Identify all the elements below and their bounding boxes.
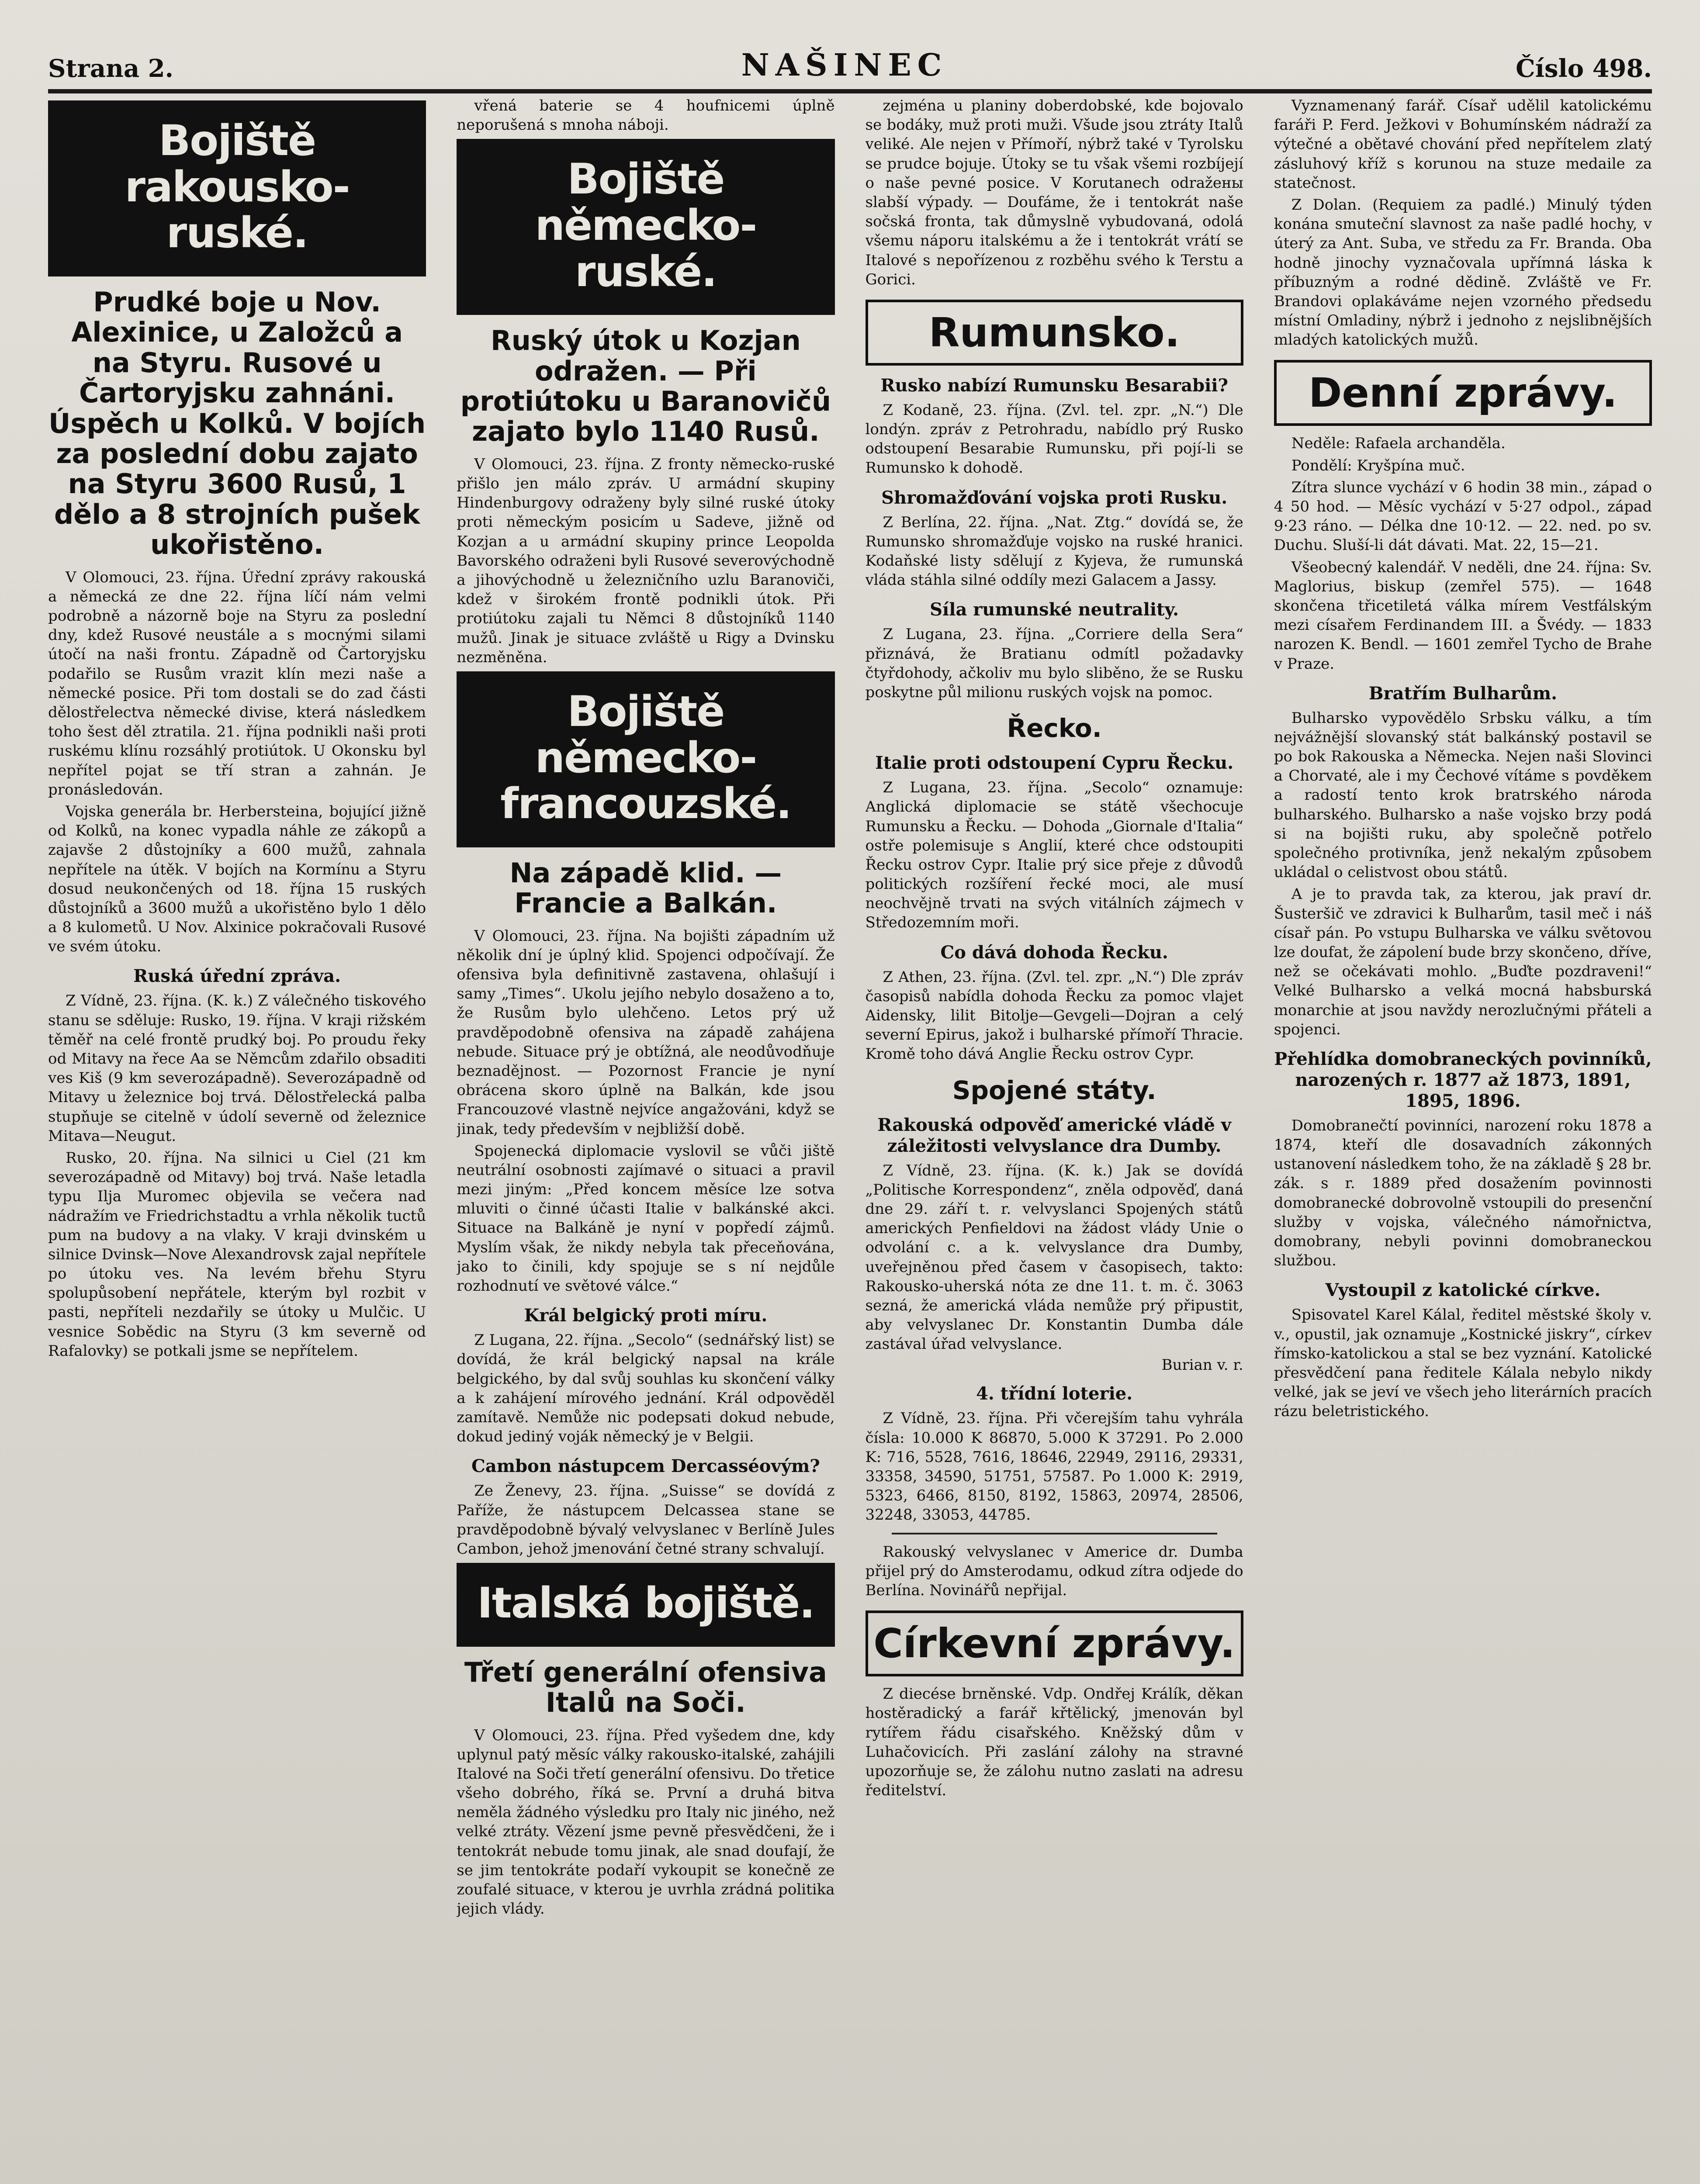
article-paragraph: Spisovatel Karel Kálal, ředitel městské školy v. v., opustil, jak oznamuje „Kostnické jiskry“, církev římsko-katolickou a stal se bez vyznání. Katolické přesvědčení pana ředitele Kálala nebylo nikdy velké, jak se jeví ve všech jeho literárních pracích rázu beletristického. <box>1274 1306 1652 1420</box>
article-paragraph: Z Lugana, 22. října. „Secolo“ (sednářský list) se dovídá, že král belgický napsal na krále belgického, by dal svůj souhlas ku skončení války a k zahájení mírového jednání. Král odpověděl zamítavě. Nemůže nic podepsati dokud nebude, dokud jediný voják německý je v Belgii. <box>457 1331 835 1446</box>
page-header <box>48 26 1652 93</box>
section-box-church-news: Církevní zprávy. <box>866 1610 1243 1676</box>
subheading: Síla rumunské neutrality. <box>930 599 1179 620</box>
article-paragraph: Všeobecný kalendář. V neděli, dne 24. října: Sv. Maglorius, biskup (zemřel 575). — 1648 skončena třicetiletá válka mírem Vestfálským mezi císařem Ferdinandem III. a Švédy. — 1833 narozen K. Bendl. — 1601 zemřel Tycho de Brahe v Praze. <box>1274 558 1652 673</box>
section-box-daily-news: Denní zprávy. <box>1274 360 1652 426</box>
subheading: Ruská úřední zpráva. <box>133 966 341 987</box>
article-paragraph: Zítra slunce vychází v 6 hodin 38 min., západ o 4 50 hod. — Měsíc vychází v 5·27 odpol., západ 9·23 ráno. — Délka dne 10·12. — 22. ned. po sv. Duchu. Sluší-li dát dávati. Mat. 22, 15—21. <box>1274 478 1652 554</box>
article-paragraph: Domobranečtí povinníci, narození roku 1878 a 1874, kteří dle dosavadních zákonných ustanovení následkem toho, že na základě § 28 br. zák. s r. 1889 před dosažením povinnosti domobranecké dobrovolně vstoupili do presenční služby v vojska, válečného námořnictva, domobrany, nebyli povinni domobraneckou službou. <box>1274 1116 1652 1270</box>
article-paragraph: V Olomouci, 23. října. Na bojišti západním už několik dní je úplný klid. Spojenci odpočívají. Že ofensiva byla definitivně zastavena, ohlašují i samy „Times“. Ukolu jejího nebylo dosaženo a to, že Rusům bylo ulehčeno. Letos prý už pravděpodobně ofensiva na západě zahájena nebude. Situace prý je obtížná, ale neodůvodňuje beznadějnost. — Pozornost Francie je nyní obrácena skoro úplně na Balkán, kde jsou Francouzové vlastně nejvíce angažováni, když se jinak, tedy především v nejbližší době. <box>457 927 835 1138</box>
article-paragraph: Ze Ženevy, 23. října. „Suisse“ se dovídá z Paříže, že nástupcem Delcassea stane se pravděpodobně bývalý velvyslanec v Berlíně Jules Cambon, jehož jmenování četné strany schvalují. <box>457 1482 835 1558</box>
column-1 <box>48 96 426 2184</box>
article-paragraph: Z Vídně, 23. října. (K. k.) Jak se dovídá „Politische Korrespondenz“, zněla odpověď, daná dne 29. září t. r. velvyslanci Spojených států amerických Penfieldovi na žádost vlády Unie o odvolání c. a k. velvyslance dra Dumby, uveřejněnou před časem v časopisech, takto: Rakousko-uherská nóta ze dne 11. t. m. č. 3063 sezná, že americká vláda nemůže prý připustit, aby velvyslanec Dr. Konstantin Dumba dále zastával úřad velvyslance. <box>865 1161 1243 1353</box>
article-paragraph: zejména u planiny doberdobské, kde bojovalo se bodáky, muž proti muži. Všude jsou ztráty Italů veliké. Ale nejen v Přímoří, nýbrž také v Tyrolsku se prudce bojuje. Útoky se tu však všemi rozbíjejí o naše pevné posice. V Korutanech odražены slabší výpady. — Doufáme, že i tentokrát naše sočská fronta, tak důmyslně vybudovaná, odolá všemu náporu italskému a že i tentokrát vrátí se Italové s nepořízenou z rozběhu svého k Terstu a Gorici. <box>865 97 1243 288</box>
article-paragraph: Z Lugana, 23. října. „Corriere della Sera“ přiznává, že Bratianu odmítl požadavky čtyřdohody, ačkoliv mu bylo sliběno, že se Rusku poskytne půl milionu ruských vojsk na pomoc. <box>865 625 1243 701</box>
subheading: Přehlídka domobraneckých povinníků, narozených r. 1877 až 1873, 1891, 1895, 1896. <box>1274 1048 1652 1111</box>
article-paragraph: Z diecése brněnské. Vdp. Ondřej Králík, děkan hostěradický a farář křtělický, jmenován byl rytířem řádu cisařského. Kněžský dům v Luhačovicích. Při zaslání zálohy na stravné upozorňuje se, že zálohu nutno zaslati na adresu ředitelství. <box>865 1685 1243 1800</box>
columns <box>48 96 1652 2184</box>
article-paragraph: Rakouský velvyslanec v Americe dr. Dumba přijel prý do Amsterodamu, odkud zítra odjede do Berlína. Novinářů nepřijal. <box>865 1543 1243 1599</box>
article-paragraph: Vyznamenaný farář. Císař udělil katolickému faráři P. Ferd. Ježkovi v Bohumínském nádraží za výtečné a obětavé chování před nepřítelem zlatý zásluhový kříž s korunou na stuze medaile za statečnost. <box>1274 97 1652 192</box>
subheading: 4. třídní loterie. <box>976 1383 1133 1404</box>
page-number: Strana 2. <box>48 54 174 83</box>
article-headline: Na západě klid. — Francie a Balkán. <box>509 857 782 919</box>
column-2 <box>457 96 834 2184</box>
article-paragraph: Rusko, 20. října. Na silnici u Ciel (21 km severozápadně od Mitavy) boj trvá. Naše letadla typu Ilja Muromec objevila se večera nad nádražím ve Friedrichstadtu a vrhla několik tuctů pum na budovy a na vlaky. V kraji dvinském u silnice Dvinsk—Nove Alexandrovsk zajal nepřítele po útoku ves. Na levém břehu Styru spolupůsobení nepřátele, kterým byl rozbit v pasti, nepříteli nezdařily se útoky u Mulčic. U vesnice Sobědic na Styru (3 km severně od Rafalovky) se potkali jsme se nepřítelem. <box>48 1149 426 1360</box>
article-paragraph: V Olomouci, 23. října. Z fronty německo-ruské přišlo jen málo zpráv. U armádní skupiny Hindenburgovy odraženy byly silné ruské útoky proti německým posicím u Sadeve, jižně od Kozjan a u armádní skupiny prince Leopolda Bavorského odraženi byli Rusové severovýchodně a jihovýchodně u železničního uzlu Baranoviči, kdež v širokém frontě podnikli útok. Při protiútoku zajali tu Němci 8 důstojníků 1140 mužů. Jinak je situace zvláště u Rigy a Dvinsku nezměněna. <box>457 455 835 666</box>
article-headline: Prudké boje u Nov. Alexinice, u Založců a na Styru. Rusové u Čartoryjsku zahnáni. Úspěch u Kolků. V bojích za poslední dobu zajato na Styru 3600 Rusů, 1 dělo a 8 strojních pušek ukořistěno. <box>48 286 426 561</box>
section-banner-german-french: Bojiště německo-francouzské. <box>457 671 834 847</box>
section-box-romania: Rumunsko. <box>866 300 1243 366</box>
subheading: Cambon nástupcem Dercasséovým? <box>471 1456 820 1477</box>
article-headline: Ruský útok u Kozjan odražen. — Při protiútoku u Baranovičů zajato bylo 1140 Rusů. <box>460 325 831 448</box>
column-3 <box>866 96 1243 2184</box>
subheading: Král belgický proti míru. <box>524 1305 768 1326</box>
article-paragraph: V Olomouci, 23. října. Úřední zprávy rakouská a německá ze dne 22. října líčí nám velmi podrobně a názorně boje na Styru za poslední dny, kdež Rusové neustále a s mocnými silami útočí na naši frontu. Západně od Čartoryjsku podařilo se Rusům vrazit klín mezi naše a německé posice. Při tom dostali se do zad části dělostřelectva německé divise, která následkem toho šest děl ztratila. 21. října podnikli naši proti ruskému klínu rozsáhlý protiútok. U Okonsku byl nepřítel pojat se tří stran a zahnán. Je pronásledován. <box>48 568 426 798</box>
section-banner-german-russian: Bojiště německo-ruské. <box>457 139 834 315</box>
article-paragraph: vřená baterie se 4 houfnicemi úplně neporušená s mnoha náboji. <box>457 97 835 134</box>
issue-number: Číslo 498. <box>1516 54 1652 83</box>
article-headline: Třetí generální ofensiva Italů na Soči. <box>464 1656 827 1719</box>
subheading: Bratřím Bulharům. <box>1368 683 1558 704</box>
signature: Burian v. r. <box>1161 1356 1243 1374</box>
subheading: Rakouská odpověď americké vládě v záležitosti velvyslance dra Dumby. <box>877 1114 1232 1156</box>
section-title-usa: Spojené státy. <box>952 1075 1156 1105</box>
subheading: Co dává dohoda Řecku. <box>940 942 1168 963</box>
section-banner-austro-russian: Bojiště rakousko-ruské. <box>48 100 426 276</box>
subheading: Italie proti odstoupení Cypru Řecku. <box>875 753 1234 774</box>
masthead-title: NAŠINEC <box>741 47 948 83</box>
article-paragraph: Vojska generála br. Herbersteina, bojující jižně od Kolků, na konec vypadla náhle ze zákopů a zajavše 2 důstojníky a 600 mužů, zahnala nepřítele na útěk. V bojích na Kormínu a Styru dosud neukončených od 18. října 15 ruských důstojníků a 3600 mužů a ukořistěno bylo 1 dělo a 8 kulometů. U Nov. Alxinice pokračovali Rusové ve svém útoku. <box>48 802 426 956</box>
section-banner-italian: Italská bojiště. <box>457 1563 834 1647</box>
article-paragraph: Z Vídně, 23. října. Při včerejším tahu vyhrála čísla: 10.000 K 86870, 5.000 K 37291. Po 2.000 K: 716, 5528, 7616, 18646, 22949, 29116, 29331, 33358, 34590, 51751, 57587. Po 1.000 K: 2919, 5323, 6466, 8150, 8192, 15863, 20974, 28506, 32248, 33053, 44785. <box>865 1410 1243 1524</box>
article-paragraph: Z Lugana, 23. října. „Secolo“ oznamuje: Anglická diplomacie se státě všechocuje Rumunsku a Řecku. — Dohoda „Giornale d'Italia“ ostře polemisuje s Anglií, které chce odstoupiti Řecku ostrov Cypr. Italie prý sice přeje z důvodů politických rozšíření řecké moci, ale musí neochvějně trvati na svých vitálních zájmech v Středozemním moři. <box>865 779 1243 932</box>
article-paragraph: Z Athen, 23. října. (Zvl. tel. zpr. „N.“) Dle zpráv časopisů nabídla dohoda Řecku za pomoc vlajet Aidensky, lilit Bitolje—Gevgeli—Dojran a celý severní Epirus, jakož i bulharské přímoří Thracie. Kromě toho dává Anglie Řecku ostrov Cypr. <box>865 968 1243 1063</box>
divider <box>892 1533 1217 1534</box>
article-paragraph: A je to pravda tak, za kterou, jak praví dr. Šusteršič ve zdravici k Bulharům, tasil meč i náš císař pán. Po vstupu Bulharska ve válku světovou lze doufat, že zápolení bude brzy skončeno, dříve, než se očekávati mohlo. „Buďte pozdraveni!“ Velké Bulharsko a velká mocná habsburská monarchie at jsou navždy nerozlučnými přáteli a spojenci. <box>1274 885 1652 1038</box>
article-paragraph: Z Berlína, 22. října. „Nat. Ztg.“ dovídá se, že Rumunsko shromažďuje vojsko na ruské hranici. Kodaňské listy sdělují z Kyjeva, že rumunská vláda stáhla silné oddíly mezi Galacem a Jassy. <box>865 513 1243 589</box>
section-title-greece: Řecko. <box>1007 713 1102 743</box>
article-paragraph: Z Dolan. (Requiem za padlé.) Minulý týden konána smuteční slavnost za naše padlé hochy, v úterý za Ant. Suba, ve středu za Fr. Branda. Oba hodně jinochy vyznačovala upřímná láska k příbuzným a rodné dědině. Zvláště ve Fr. Brandovi oplakáváme nejen vzorného předsedu místní Omladiny, nýbrž i jednoho z nejslibnějších mladých katolických mužů. <box>1274 196 1652 349</box>
subheading: Shromažďování vojska proti Rusku. <box>881 487 1228 508</box>
calendar-line: Neděle: Rafaela archanděla. <box>1291 435 1506 453</box>
calendar-line: Pondělí: Kryšpína muč. <box>1291 456 1465 474</box>
article-paragraph: Spojenecká diplomacie vyslovil se vůči jiště neutrální osobnosti zajímavé o situaci a pravil mezi jiným: „Před koncem měsíce lze sotva mluviti o činné účasti Italie v balkánské akci. Situace na Balkáně je nyní v popředí zájmů. Myslím však, že nikdy nebyla tak přeceňována, jako to činili, kdy spojuje se s ní nejdůle rozhodnutí ve světové válce.“ <box>457 1142 835 1295</box>
subheading: Vystoupil z katolické církve. <box>1325 1280 1601 1301</box>
column-4 <box>1274 96 1652 2184</box>
article-paragraph: Z Kodaně, 23. října. (Zvl. tel. zpr. „N.“) Dle londýn. zpráv z Petrohradu, nabídlo prý Rusko odstoupení Besarabie Rumunsku, při pojí-li se Rumunsko k dohodě. <box>865 401 1243 477</box>
article-paragraph: Z Vídně, 23. října. (K. k.) Z válečného tiskového stanu se sděluje: Rusko, 19. října. V kraji rižském těměř na celé frontě prudký boj. Po proudu řeky od Mitavy na řece Aa se Němcům zdařilo obsaditi ves Kiš (9 km severozápadně). Severozápadně od Mitavy u železnice boj trvá. Dělostřelecká palba stupňuje se citelně v údolí severně od železnice Mitava—Neugut. <box>48 992 426 1145</box>
article-paragraph: V Olomouci, 23. října. Před vyšedem dne, kdy uplynul patý měsíc války rakousko-italské, zahájili Italové na Soči třetí generální ofensivu. Do třetice všeho dobrého, říká se. První a druhá bitva neměla žádného výsledku pro Italy nic jiného, než velké ztráty. Vězení jsme pevně přesvědčeni, že i tentokrát nebude tomu jinak, ale snad doufají, že se jim tentokráte podaří vykoupit se konečně ze zoufalé situace, v kterou je uvrhla zrádná politika jejich vlády. <box>457 1726 835 1918</box>
article-paragraph: Bulharsko vypovědělo Srbsku válku, a tím nejvážnější slovanský stát balkánský postavil se po bok Rakouska a Německa. Nejen naši Slovinci a Chorvaté, ale i my Čechové vítáme s povděkem a radostí tento krok bratrského národa bulharského. Bulharsko a naše vojsko brzy podá si na bojišti ruku, aby společně potřelo společného protivníka, jenž nekalým způsobem ukládal o celistvost obou států. <box>1274 709 1652 881</box>
subheading: Rusko nabízí Rumunsku Besarabii? <box>880 375 1228 396</box>
